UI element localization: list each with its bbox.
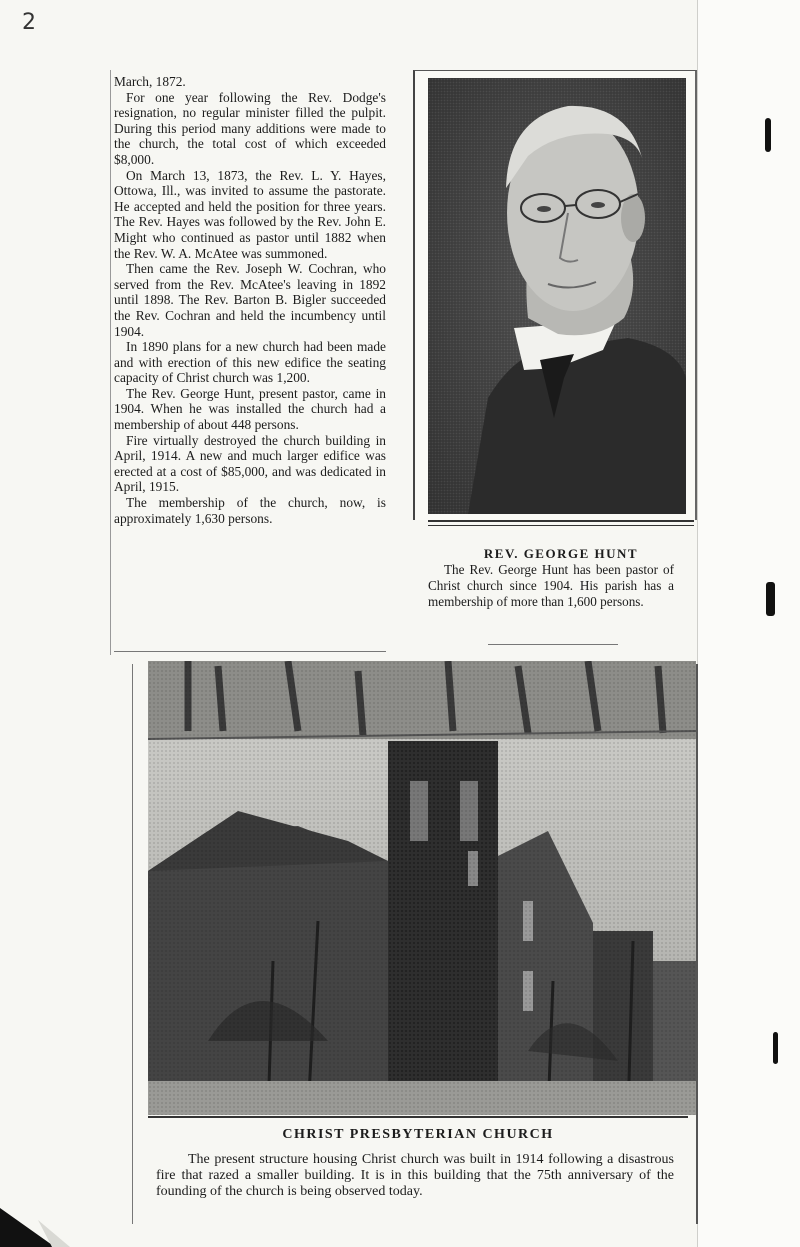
portrait-photo bbox=[428, 78, 686, 514]
page-right-margin bbox=[697, 0, 800, 1247]
caption-rule bbox=[488, 644, 618, 645]
article-paragraph: For one year following the Rev. Dodge's resignation, no regular minister filled the pulpit. During this period many additions were made to the church, the total cost of which exceeded $8,000. bbox=[114, 89, 386, 167]
corner-fold bbox=[0, 1208, 70, 1247]
portrait-caption-title: REV. GEORGE HUNT bbox=[483, 546, 639, 561]
article-rule bbox=[114, 651, 386, 652]
page-number: 2 bbox=[22, 10, 36, 35]
margin-mark bbox=[765, 118, 771, 152]
portrait-rule bbox=[428, 520, 694, 526]
portrait-caption-body: The Rev. George Hunt has been pastor of Christ church since 1904. His parish has a membership of more than 1,600 persons. bbox=[428, 562, 674, 609]
article-paragraph: On March 13, 1873, the Rev. L. Y. Hayes, Ottowa, Ill., was invited to assume the pastorate. He accepted and held the position for three years. The Rev. Hayes was followed by the Rev. John E. Might who continued as pastor until 1882 when the Rev. W. A. McAtee was summoned. bbox=[114, 167, 386, 261]
church-caption-title: CHRIST PRESBYTERIAN CHURCH bbox=[282, 1127, 554, 1142]
church-photo bbox=[148, 661, 696, 1115]
article-column bbox=[114, 74, 386, 660]
church-caption-body: The present structure housing Christ church was built in 1914 following a disastrous fire that razed a smaller building. It is in this building that the 75th anniversary of the founding of the church is being observed today. bbox=[156, 1152, 674, 1199]
article-paragraph: Then came the Rev. Joseph W. Cochran, who served from the Rev. McAtee's leaving in 1892 until 1898. The Rev. Barton B. Bigler succeeded the Rev. Cochran and held the incumbency until 1904. bbox=[114, 261, 386, 339]
article-paragraph: In 1890 plans for a new church had been made and with erection of this new edifice the seating capacity of Christ church was 1,200. bbox=[114, 339, 386, 386]
article-paragraph: Fire virtually destroyed the church building in April, 1914. A new and much larger edifice was erected at a cost of $85,000, and was dedicated in April, 1915. bbox=[114, 432, 386, 495]
margin-mark bbox=[766, 582, 775, 616]
article-paragraph: The membership of the church, now, is approximately 1,630 persons. bbox=[114, 495, 386, 526]
margin-mark bbox=[773, 1032, 778, 1064]
article-paragraph: The Rev. George Hunt, present pastor, came in 1904. When he was installed the church had a membership of about 448 persons. bbox=[114, 385, 386, 433]
clipping-edge bbox=[110, 70, 111, 655]
church-rule bbox=[148, 1116, 688, 1118]
article-paragraph: March, 1872. bbox=[114, 74, 186, 89]
